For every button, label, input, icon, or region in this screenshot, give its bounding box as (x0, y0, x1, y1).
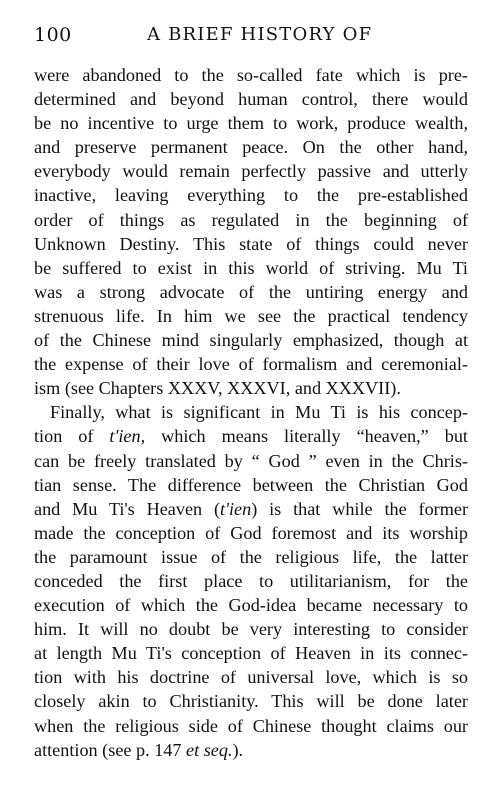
text-segment: at length Mu Ti's conception of Heaven in its connec- (34, 643, 468, 664)
text-segment: attention (see p. 147 (34, 739, 187, 760)
text-segment: closely akin to Christianity. This will be done later (34, 691, 468, 712)
page-number: 100 (34, 24, 72, 46)
page-header (34, 22, 468, 48)
paragraph (34, 400, 468, 761)
text-line: inactive, leaving everything to the pre-established (34, 185, 468, 206)
paragraph (34, 63, 468, 400)
text-line: Unknown Destiny. This state of things could never (34, 233, 468, 254)
text-line: be suffered to exist in this world of striving. Mu Ti (34, 257, 468, 278)
text-line: order of things as regulated in the beginning of (34, 209, 468, 230)
text-line (34, 665, 468, 689)
text-line: everybody would remain perfectly passive and utterly (34, 161, 468, 182)
text-line: the expense of their love of formalism and ceremonial- (34, 354, 468, 375)
text-line (34, 497, 468, 521)
text-segment: conceded the first place to utilitarianism, for the (34, 570, 468, 591)
text-line (34, 689, 468, 713)
text-segment: tian sense. The difference between the Christian God (34, 474, 468, 495)
text-line (34, 593, 468, 617)
text-segment: tion of (34, 426, 110, 447)
text-line (34, 449, 468, 473)
text-line: was a strong advocate of the untiring energy and (34, 281, 468, 302)
italic-term: t'ien, (109, 426, 146, 447)
text-segment: execution of which the God-idea became necessary to (34, 595, 468, 616)
text-line: and preserve permanent peace. On the other hand, (34, 137, 468, 158)
running-title: A BRIEF HISTORY OF (147, 24, 373, 45)
text-line: were abandoned to the so-called fate which is pre- (34, 65, 468, 85)
text-segment: him. It will no doubt be very interesting to consider (34, 619, 468, 640)
text-line (34, 545, 468, 569)
text-segment: when the religious side of Chinese thought claims our (34, 715, 468, 736)
text-line (34, 569, 468, 593)
text-segment: ). (232, 739, 244, 760)
text-segment: can be freely translated by “ God ” even in the Chris- (34, 450, 468, 471)
text-segment: made the conception of God foremost and its worship (34, 522, 468, 543)
text-segment: tion with his doctrine of universal love, which is so (34, 667, 468, 688)
text-segment: and Mu Ti's Heaven ( (34, 498, 221, 519)
italic-term: et seq. (186, 739, 233, 760)
text-line (34, 714, 468, 738)
text-line: of the Chinese mind singularly emphasized, though at (34, 330, 468, 351)
text-segment: which means literally “heaven,” but (145, 426, 468, 447)
text-line (34, 400, 468, 424)
text-line (34, 738, 468, 762)
text-line: be no incentive to urge them to work, produce wealth, (34, 113, 468, 134)
italic-term: t'ien (220, 498, 252, 519)
text-segment: the paramount issue of the religious life, the latter (34, 546, 468, 567)
text-line: strenuous life. In him we see the practical tendency (34, 305, 468, 326)
text-segment: ) is that while the former (251, 498, 468, 519)
text-line (34, 521, 468, 545)
text-line: ism (see Chapters XXXV, XXXVI, and XXXVII). (34, 378, 401, 399)
text-line (34, 424, 468, 448)
text-line (34, 473, 468, 497)
text-line: determined and beyond human control, there would (34, 89, 468, 110)
text-line (34, 641, 468, 665)
body-text (34, 63, 468, 762)
text-segment: Finally, what is significant in Mu Ti is his concep- (50, 402, 468, 423)
text-line (34, 617, 468, 641)
